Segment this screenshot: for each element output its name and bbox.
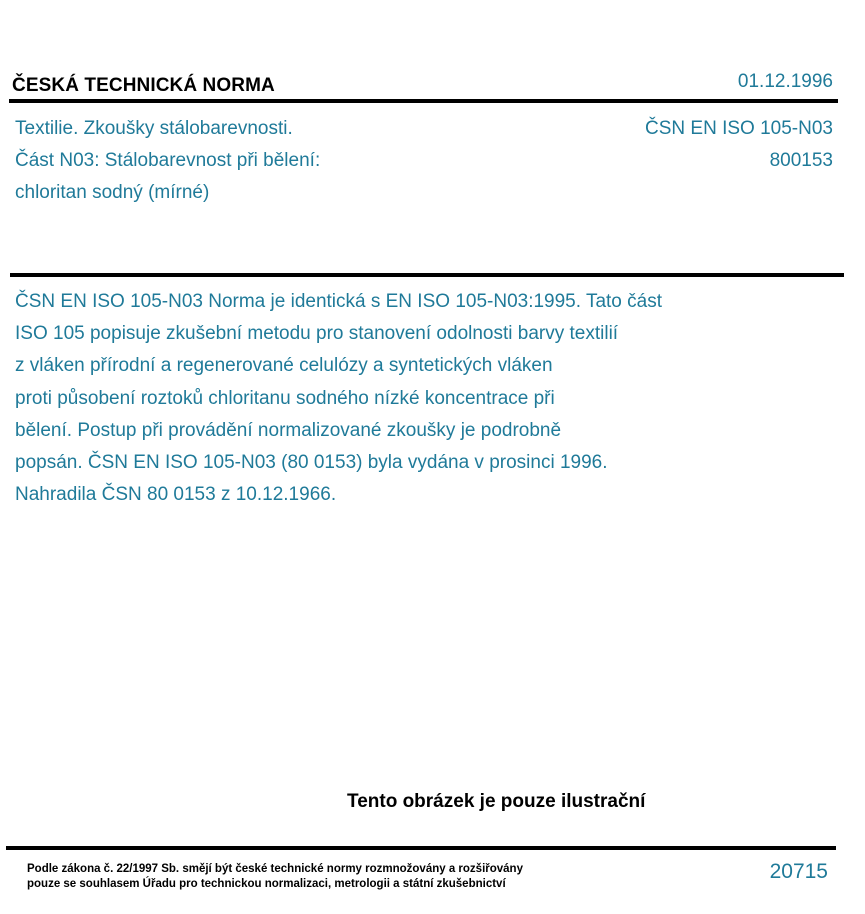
footer-divider bbox=[6, 846, 836, 850]
standard-title-line-3: chloritan sodný (mírné) bbox=[15, 182, 210, 203]
abstract-line: ISO 105 popisuje zkušební metodu pro stanovení odolnosti barvy textilií bbox=[15, 323, 619, 345]
abstract-line: popsán. ČSN EN ISO 105-N03 (80 0153) byla vydána v prosinci 1996. bbox=[15, 452, 608, 474]
standard-title-line-2: Část N03: Stálobarevnost při bělení: bbox=[15, 150, 321, 171]
abstract-text bbox=[15, 286, 785, 511]
abstract-line: bělení. Postup při provádění normalizované zkoušky je podrobně bbox=[15, 419, 562, 441]
document-number: 20715 bbox=[769, 860, 828, 883]
legal-notice-line: pouze se souhlasem Úřadu pro technickou normalizaci, metrologii a státní zkušebnictví bbox=[27, 878, 506, 890]
section-divider bbox=[10, 273, 844, 277]
legal-notice bbox=[27, 862, 523, 892]
standard-designation: ČSN EN ISO 105-N03 bbox=[645, 118, 833, 139]
header-divider bbox=[9, 99, 838, 103]
legal-notice-line: Podle zákona č. 22/1997 Sb. smějí být české technické normy rozmnožovány a rozšiřovány bbox=[27, 863, 523, 875]
abstract-line: ČSN EN ISO 105-N03 Norma je identická s EN ISO 105-N03:1995. Tato část bbox=[15, 291, 663, 312]
standard-title-line-1: Textilie. Zkoušky stálobarevnosti. bbox=[15, 118, 293, 139]
abstract-line: Nahradila ČSN 80 0153 z 10.12.1966. bbox=[15, 484, 337, 506]
class-number: 800153 bbox=[769, 150, 833, 171]
illustration-caption: Tento obrázek je pouze ilustrační bbox=[347, 791, 646, 812]
publication-date: 01.12.1996 bbox=[737, 71, 833, 92]
abstract-line: z vláken přírodní a regenerované celulózy a syntetických vláken bbox=[15, 355, 553, 377]
document-heading: ČESKÁ TECHNICKÁ NORMA bbox=[12, 75, 275, 96]
abstract-line: proti působení roztoků chloritanu sodného nízké koncentrace při bbox=[15, 387, 555, 409]
